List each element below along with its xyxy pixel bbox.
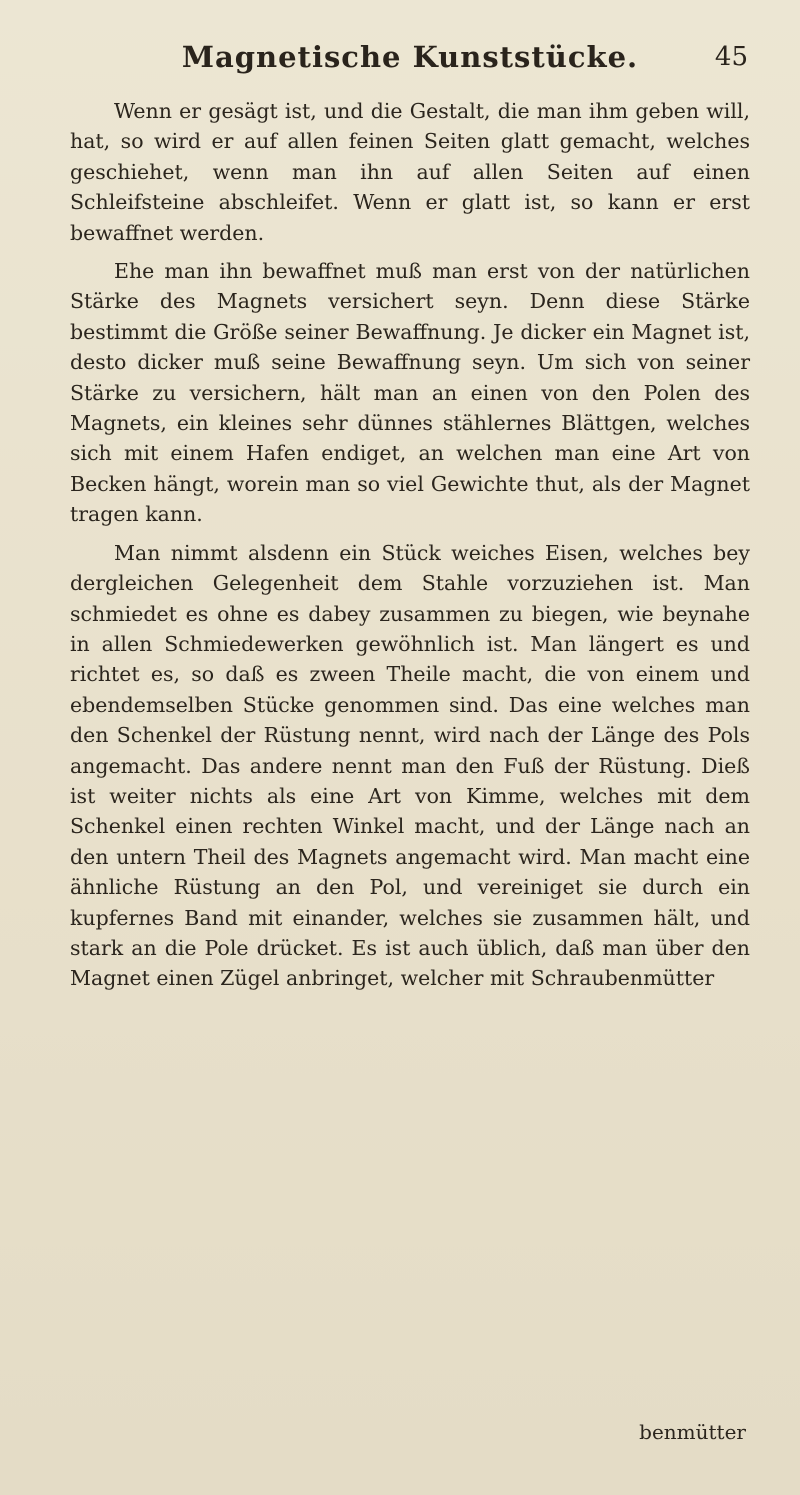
running-title: Magnetische Kunststücke. xyxy=(181,40,639,74)
paragraph-3: Man nimmt alsdenn ein Stück weiches Eisen, welches bey dergleichen Gelegenheit dem Stahle vorzuziehen ist. Man schmiedet es ohne es dabey zusammen zu biegen, wie beynahe in allen Schmiedewerken gewöhnlich ist. Man längert es und richtet es, so daß es zween Theile macht, die von einem und ebendemselben Stücke genommen sind. Das eine welches man den Schenkel der Rüstung nennt, wird nach der Länge des Pols angemacht. Das andere nennt man den Fuß der Rüstung. Dieß ist weiter nichts als eine Art von Kimme, welches mit dem Schenkel einen rechten Winkel macht, und der Länge nach an den untern Theil des Magnets angemacht wird. Man macht eine ähnliche Rüstung an den Pol, und vereiniget sie durch ein kupfernes Band mit einander, welches sie zusammen hält, und stark an die Pole drücket. Es ist auch üblich, daß man über den Magnet einen Zügel anbringet, welcher mit Schraubenmütter xyxy=(70,540,750,991)
body-text xyxy=(70,96,750,1002)
page-number: 45 xyxy=(714,42,748,72)
catchword: benmütter xyxy=(639,1420,746,1444)
page-header xyxy=(70,40,750,80)
paragraph-2: Ehe man ihn bewaffnet muß man erst von der natürlichen Stärke des Magnets versichert seyn. Denn diese Stärke bestimmt die Größe seiner Bewaffnung. Je dicker ein Magnet ist, desto dicker muß seine Bewaffnung seyn. Um sich von seiner Stärke zu versichern, hält man an einen von den Polen des Magnets, ein kleines sehr dünnes stählernes Blättgen, welches sich mit einem Hafen endiget, an welchen man eine Art von Becken hängt, worein man so viel Gewichte thut, als der Magnet tragen kann. xyxy=(70,259,750,527)
paragraph-1: Wenn er gesägt ist, und die Gestalt, die man ihm geben will, hat, so wird er auf allen feinen Seiten glatt gemacht, welches geschiehet, wenn man ihn auf allen Seiten auf einen Schleifsteine abschleifet. Wenn er glatt ist, so kann er erst bewaffnet werden. xyxy=(70,99,750,245)
